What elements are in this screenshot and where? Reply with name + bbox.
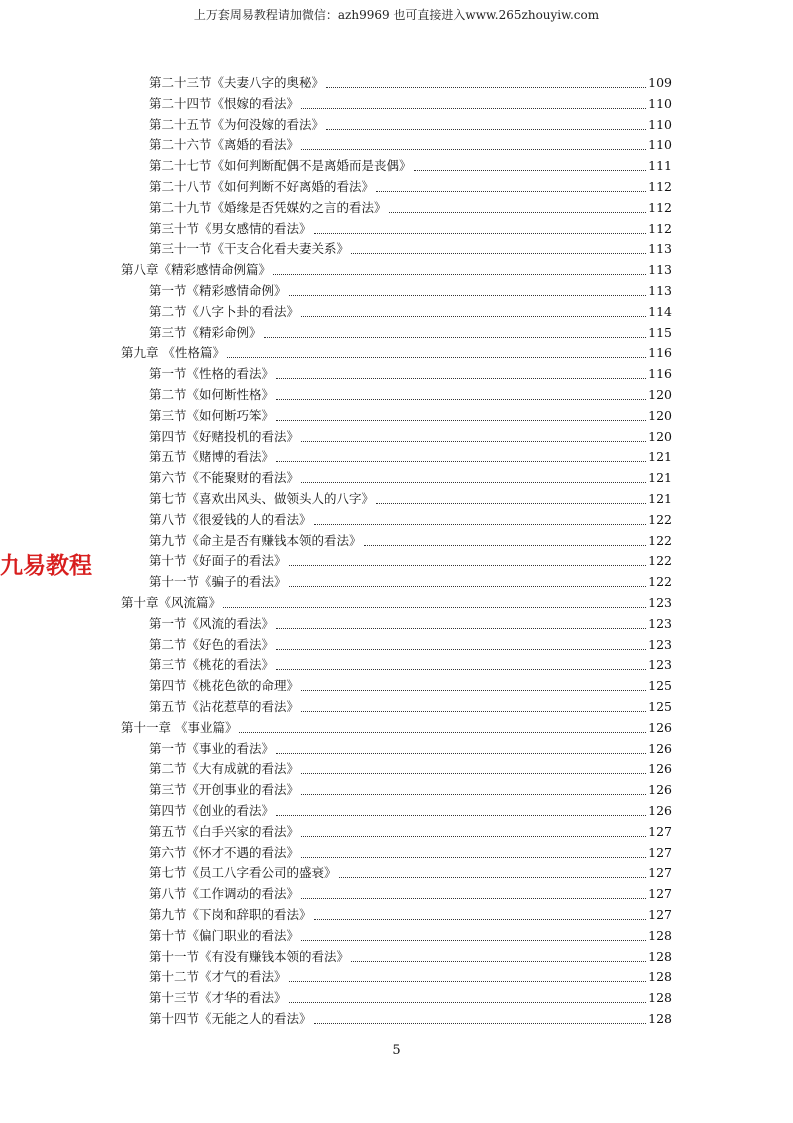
toc-dot-leader xyxy=(339,876,647,878)
toc-entry-page: 110 xyxy=(648,95,672,111)
toc-entry-title: 第四节《桃花色欲的命理》 xyxy=(149,678,300,694)
toc-entry-page: 121 xyxy=(648,449,672,465)
toc-dot-leader xyxy=(314,918,647,920)
toc-section-entry[interactable] xyxy=(149,196,672,216)
toc-dot-leader xyxy=(301,710,646,712)
toc-entry-page: 128 xyxy=(648,927,672,943)
toc-entry-page: 123 xyxy=(648,657,672,673)
toc-section-entry[interactable] xyxy=(149,778,672,798)
toc-section-entry[interactable] xyxy=(149,279,672,299)
toc-entry-page: 126 xyxy=(648,761,672,777)
toc-entry-page: 115 xyxy=(648,324,672,340)
toc-dot-leader xyxy=(301,440,646,442)
toc-section-entry[interactable] xyxy=(149,362,672,382)
toc-dot-leader xyxy=(289,1001,647,1003)
toc-entry-title: 第九节《命主是否有赚钱本领的看法》 xyxy=(149,532,362,548)
toc-entry-page: 126 xyxy=(648,803,672,818)
toc-dot-leader xyxy=(314,232,647,234)
toc-entry-page: 112 xyxy=(648,199,672,215)
toc-entry-title: 第五节《沾花惹草的看法》 xyxy=(149,699,300,714)
toc-entry-page: 111 xyxy=(648,158,672,174)
toc-entry-title: 第十一节《骗子的看法》 xyxy=(149,574,287,590)
toc-entry-title: 第二十九节《婚缘是否凭媒妁之言的看法》 xyxy=(149,199,387,215)
toc-entry-title: 第十一节《有没有赚钱本领的看法》 xyxy=(149,948,350,964)
toc-dot-leader xyxy=(301,897,646,899)
toc-entry-page: 122 xyxy=(648,574,672,590)
toc-section-entry[interactable] xyxy=(149,508,672,528)
toc-dot-leader xyxy=(227,356,646,358)
toc-section-entry[interactable] xyxy=(149,882,672,902)
toc-entry-title: 第十节《好面子的看法》 xyxy=(149,553,287,569)
toc-dot-leader xyxy=(301,793,646,795)
toc-entry-title: 第十三节《才华的看法》 xyxy=(149,990,287,1006)
toc-section-entry[interactable] xyxy=(149,861,672,881)
page-header: 上万套周易教程请加微信：azh9969 也可直接进入www.265zhouyiw.com xyxy=(193,8,600,22)
toc-dot-leader xyxy=(301,772,646,774)
toc-entry-title: 第六节《怀才不遇的看法》 xyxy=(149,844,300,860)
toc-dot-leader xyxy=(289,585,647,587)
toc-dot-leader xyxy=(301,315,646,317)
toc-dot-leader xyxy=(414,169,647,171)
toc-entry-title: 第一节《风流的看法》 xyxy=(149,615,275,631)
toc-dot-leader xyxy=(301,835,646,837)
toc-dot-leader xyxy=(289,294,647,296)
toc-dot-leader xyxy=(273,273,646,275)
toc-entry-title: 第一节《事业的看法》 xyxy=(149,740,275,756)
toc-entry-page: 112 xyxy=(648,220,672,236)
toc-section-entry[interactable] xyxy=(149,113,672,133)
toc-dot-leader xyxy=(276,377,646,379)
toc-entry-page: 127 xyxy=(648,823,672,839)
toc-entry-title: 第四节《创业的看法》 xyxy=(149,803,275,818)
toc-entry-page: 113 xyxy=(648,283,672,298)
toc-entry-title: 第十一章 《事业篇》 xyxy=(121,719,238,735)
toc-dot-leader xyxy=(276,668,646,670)
toc-entry-title: 第十二节《才气的看法》 xyxy=(149,969,287,985)
toc-section-entry[interactable] xyxy=(149,945,672,965)
toc-entry-title: 第七节《员工八字看公司的盛衰》 xyxy=(149,865,337,881)
toc-entry-page: 120 xyxy=(648,387,672,402)
toc-entry-title: 第二十五节《为何没嫁的看法》 xyxy=(149,116,325,132)
toc-dot-leader xyxy=(314,523,647,525)
toc-entry-title: 第五节《赌博的看法》 xyxy=(149,449,275,465)
toc-entry-title: 第八节《工作调动的看法》 xyxy=(149,886,300,902)
toc-section-entry[interactable] xyxy=(149,1007,672,1027)
toc-entry-page: 110 xyxy=(648,116,672,132)
toc-entry-page: 127 xyxy=(648,844,672,860)
toc-entry-page: 128 xyxy=(648,969,672,985)
toc-entry-title: 第九章 《性格篇》 xyxy=(121,345,225,361)
toc-chapter-entry[interactable] xyxy=(121,591,672,611)
toc-entry-title: 第三节《精彩命例》 xyxy=(149,324,262,340)
toc-entry-page: 113 xyxy=(648,262,672,278)
toc-entry-page: 120 xyxy=(648,428,672,444)
toc-section-entry[interactable] xyxy=(149,300,672,320)
toc-entry-page: 113 xyxy=(648,241,672,257)
toc-dot-leader xyxy=(276,460,646,462)
toc-entry-page: 127 xyxy=(648,907,672,922)
toc-dot-leader xyxy=(223,606,646,608)
toc-dot-leader xyxy=(351,960,646,962)
toc-chapter-entry[interactable] xyxy=(121,716,672,736)
toc-entry-title: 第二十七节《如何判断配偶不是离婚而是丧偶》 xyxy=(149,158,412,174)
toc-entry-page: 109 xyxy=(648,75,672,90)
toc-entry-title: 第三十节《男女感情的看法》 xyxy=(149,220,312,236)
toc-section-entry[interactable] xyxy=(149,924,672,944)
toc-entry-page: 125 xyxy=(648,699,672,714)
page-number: 5 xyxy=(392,1043,401,1058)
toc-entry-page: 120 xyxy=(648,407,672,423)
toc-dot-leader xyxy=(276,419,646,421)
toc-entry-title: 第四节《好赌投机的看法》 xyxy=(149,428,300,444)
toc-entry-page: 123 xyxy=(648,615,672,631)
toc-section-entry[interactable] xyxy=(149,237,672,257)
toc-entry-page: 125 xyxy=(648,678,672,694)
toc-entry-title: 第二十八节《如何判断不好离婚的看法》 xyxy=(149,179,375,194)
toc-section-entry[interactable] xyxy=(149,383,672,403)
toc-section-entry[interactable] xyxy=(149,612,672,632)
toc-dot-leader xyxy=(264,336,647,338)
toc-entry-title: 第七节《喜欢出风头、做领头人的八字》 xyxy=(149,491,375,506)
toc-entry-title: 第八章《精彩感情命例篇》 xyxy=(121,262,272,278)
toc-dot-leader xyxy=(376,502,646,504)
toc-section-entry[interactable] xyxy=(149,487,672,507)
toc-entry-title: 第十章《风流篇》 xyxy=(121,595,222,610)
toc-section-entry[interactable] xyxy=(149,92,672,112)
toc-entry-title: 第五节《白手兴家的看法》 xyxy=(149,823,300,839)
toc-entry-title: 第二十六节《离婚的看法》 xyxy=(149,137,300,153)
toc-entry-page: 127 xyxy=(648,886,672,902)
toc-section-entry[interactable] xyxy=(149,986,672,1006)
toc-dot-leader xyxy=(351,252,646,254)
toc-dot-leader xyxy=(301,856,646,858)
toc-entry-page: 122 xyxy=(648,511,672,527)
toc-entry-title: 第二节《如何断性格》 xyxy=(149,387,275,402)
toc-entry-page: 126 xyxy=(648,782,672,798)
toc-section-entry[interactable] xyxy=(149,217,672,237)
toc-entry-page: 112 xyxy=(648,179,672,194)
toc-dot-leader xyxy=(276,814,646,816)
toc-dot-leader xyxy=(276,627,646,629)
toc-entry-title: 第二节《大有成就的看法》 xyxy=(149,761,300,777)
toc-dot-leader xyxy=(276,648,646,650)
toc-entry-page: 116 xyxy=(648,366,672,382)
toc-entry-title: 第三节《如何断巧笨》 xyxy=(149,407,275,423)
toc-section-entry[interactable] xyxy=(149,903,672,923)
toc-entry-title: 第二节《八字卜卦的看法》 xyxy=(149,303,300,319)
toc-entry-page: 126 xyxy=(648,719,672,735)
toc-entry-page: 123 xyxy=(648,595,672,610)
toc-dot-leader xyxy=(314,1022,647,1024)
toc-section-entry[interactable] xyxy=(149,175,672,195)
toc-section-entry[interactable] xyxy=(149,404,672,424)
toc-dot-leader xyxy=(276,752,646,754)
toc-section-entry[interactable] xyxy=(149,737,672,757)
toc-entry-title: 第二十四节《恨嫁的看法》 xyxy=(149,95,300,111)
toc-section-entry[interactable] xyxy=(149,653,672,673)
toc-section-entry[interactable] xyxy=(149,695,672,715)
toc-dot-leader xyxy=(376,190,646,192)
toc-dot-leader xyxy=(289,564,647,566)
toc-section-entry[interactable] xyxy=(149,820,672,840)
toc-entry-page: 128 xyxy=(648,1011,672,1026)
toc-dot-leader xyxy=(301,107,646,109)
toc-entry-title: 第一节《性格的看法》 xyxy=(149,366,275,382)
toc-section-entry[interactable] xyxy=(149,425,672,445)
toc-entry-title: 第八节《很爱钱的人的看法》 xyxy=(149,511,312,527)
watermark-logo: 九易教程 xyxy=(0,553,92,579)
toc-entry-page: 114 xyxy=(648,303,672,319)
toc-dot-leader xyxy=(364,544,647,546)
toc-section-entry[interactable] xyxy=(149,529,672,549)
toc-entry-title: 第一节《精彩感情命例》 xyxy=(149,283,287,298)
toc-entry-title: 第三节《桃花的看法》 xyxy=(149,657,275,673)
toc-dot-leader xyxy=(326,128,646,130)
toc-section-entry[interactable] xyxy=(149,633,672,653)
toc-dot-leader xyxy=(289,980,647,982)
toc-entry-title: 第十四节《无能之人的看法》 xyxy=(149,1011,312,1026)
toc-entry-title: 第十节《偏门职业的看法》 xyxy=(149,927,300,943)
toc-section-entry[interactable] xyxy=(149,841,672,861)
toc-section-entry[interactable] xyxy=(149,133,672,153)
toc-entry-page: 123 xyxy=(648,636,672,652)
toc-entry-page: 116 xyxy=(648,345,672,361)
toc-entry-title: 第六节《不能聚财的看法》 xyxy=(149,470,300,486)
toc-entry-page: 128 xyxy=(648,990,672,1006)
toc-entry-title: 第二十三节《夫妻八字的奥秘》 xyxy=(149,75,325,90)
toc-entry-page: 110 xyxy=(648,137,672,153)
toc-dot-leader xyxy=(301,481,646,483)
toc-section-entry[interactable] xyxy=(149,466,672,486)
toc-section-entry[interactable] xyxy=(149,154,672,174)
toc-entry-title: 第三十一节《干支合化看夫妻关系》 xyxy=(149,241,350,257)
toc-entry-page: 121 xyxy=(648,470,672,486)
toc-entry-page: 121 xyxy=(648,491,672,506)
toc-entry-title: 第三节《开创事业的看法》 xyxy=(149,782,300,798)
toc-chapter-entry[interactable] xyxy=(121,341,672,361)
toc-entry-page: 128 xyxy=(648,948,672,964)
toc-dot-leader xyxy=(301,148,646,150)
toc-section-entry[interactable] xyxy=(149,799,672,819)
toc-section-entry[interactable] xyxy=(149,674,672,694)
toc-entry-page: 126 xyxy=(648,740,672,756)
toc-section-entry[interactable] xyxy=(149,965,672,985)
toc-section-entry[interactable] xyxy=(149,570,672,590)
toc-dot-leader xyxy=(239,731,646,733)
toc-dot-leader xyxy=(326,86,646,88)
toc-dot-leader xyxy=(276,398,646,400)
toc-section-entry[interactable] xyxy=(149,71,672,91)
toc-entry-title: 第九节《下岗和辞职的看法》 xyxy=(149,907,312,922)
toc-dot-leader xyxy=(389,211,647,213)
toc-dot-leader xyxy=(301,939,646,941)
toc-dot-leader xyxy=(301,689,646,691)
toc-entry-page: 127 xyxy=(648,865,672,881)
toc-entry-page: 122 xyxy=(648,553,672,569)
toc-section-entry[interactable] xyxy=(149,549,672,569)
toc-chapter-entry[interactable] xyxy=(121,258,672,278)
toc-entry-page: 122 xyxy=(648,532,672,548)
toc-section-entry[interactable] xyxy=(149,321,672,341)
toc-section-entry[interactable] xyxy=(149,757,672,777)
toc-section-entry[interactable] xyxy=(149,445,672,465)
toc-entry-title: 第二节《好色的看法》 xyxy=(149,636,275,652)
